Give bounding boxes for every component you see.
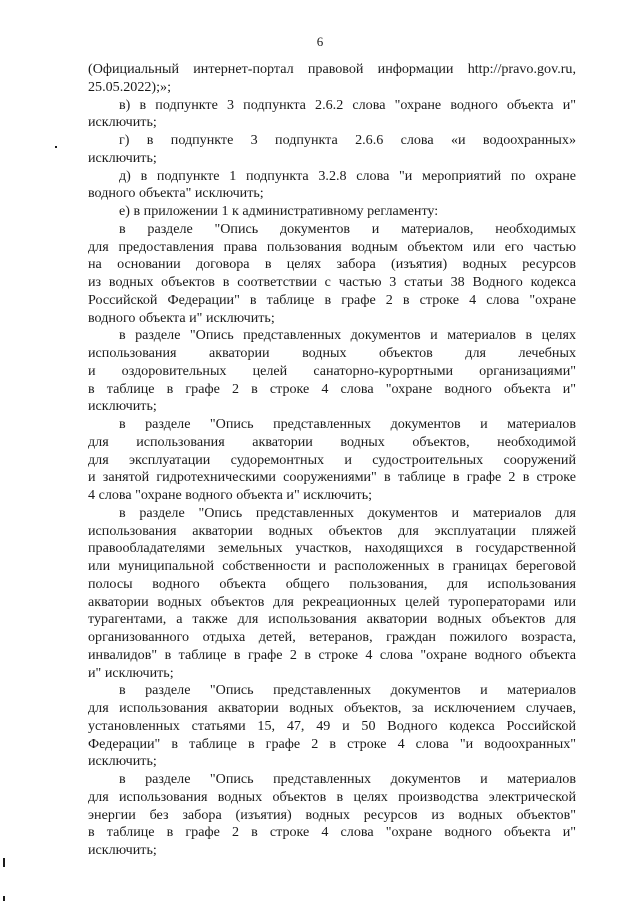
text-line: для использования акватории водных объектов, за исключением случаев, xyxy=(88,700,576,716)
text-line: полосы водного объекта общего пользования, для использования xyxy=(88,575,576,592)
text-line: в разделе "Опись представленных документов и материалов xyxy=(119,771,576,787)
text-line: использования акватории водных объектов для лечебных xyxy=(88,345,576,361)
text-line: для предоставления права пользования водным объектом или его частью xyxy=(88,238,576,255)
scan-mark xyxy=(3,896,5,901)
text-line: в таблице в графе 2 в строке 4 слова "охране водного объекта и" xyxy=(88,380,576,397)
text-line: инвалидов" в таблице в графе 2 в строке 4 слова "охране водного объекта xyxy=(88,646,576,663)
text-line: (Официальный интернет-портал правовой информации http://pravo.gov.ru, xyxy=(88,61,576,77)
text-line: из водных объектов в соответствии с частью 3 статьи 38 Водного кодекса xyxy=(88,274,576,290)
text-line: Федерации" в таблице в графе 2 в строке 4 слова "и водоохранных" xyxy=(88,735,576,752)
scan-mark xyxy=(3,858,5,867)
text-line: на основании договора в целях забора (изъятия) водных ресурсов xyxy=(88,256,576,273)
text-line: турагентами, а также для использования акватории водных объектов для xyxy=(88,611,576,628)
text-line: энергии без забора (изъятия) водных ресурсов из водных объектов" xyxy=(88,806,576,823)
text-line: 25.05.2022);»; xyxy=(88,78,171,95)
text-line: правообладателями земельных участков, находящихся в государственной xyxy=(88,540,576,557)
text-line: для использования акватории водных объектов, необходимой xyxy=(88,433,576,450)
scan-mark xyxy=(55,146,57,148)
text-line: или муниципальной собственности и расположенных в границах береговой xyxy=(88,558,576,574)
text-line: водного объекта" исключить; xyxy=(88,185,264,202)
text-line: исключить; xyxy=(88,149,157,166)
text-line: для эксплуатации судоремонтных и судостроительных сооружений xyxy=(88,451,576,468)
text-line: в разделе "Опись представленных документов и материалов xyxy=(119,416,576,432)
text-line: для использования водных объектов в целях производства электрической xyxy=(88,788,576,805)
text-line: в разделе "Опись представленных документов и материалов для xyxy=(119,504,576,521)
text-line: в разделе "Опись представленных документов и материалов в целях xyxy=(119,327,576,344)
text-line: использования акватории водных объектов для эксплуатации пляжей xyxy=(88,522,576,539)
text-line: исключить; xyxy=(88,398,157,415)
text-line: и занятой гидротехническими сооружениями" в таблице в графе 2 в строке xyxy=(88,469,576,486)
text-line: Российской Федерации" в таблице в графе 2 в строке 4 слова "охране xyxy=(88,291,576,308)
text-line: акватории водных объектов для рекреационных целей туроператорами или xyxy=(88,593,576,610)
text-line: 4 слова "охране водного объекта и" исключить; xyxy=(88,487,373,503)
text-line: в разделе "Опись представленных документов и материалов xyxy=(119,682,576,699)
text-line: в разделе "Опись документов и материалов, необходимых xyxy=(119,220,576,237)
text-line: водного объекта и" исключить; xyxy=(88,309,275,326)
text-line: в) в подпункте 3 подпункта 2.6.2 слова "охране водного объекта и" xyxy=(119,96,576,113)
text-line: в таблице в графе 2 в строке 4 слова "охране водного объекта и" xyxy=(88,824,576,841)
document-body xyxy=(88,61,576,860)
page-number: 6 xyxy=(316,34,324,49)
text-line: е) в приложении 1 к административному регламенту: xyxy=(119,203,439,219)
text-line: д) в подпункте 1 подпункта 3.2.8 слова "и мероприятий по охране xyxy=(119,167,576,184)
text-line: установленных статьями 15, 47, 49 и 50 Водного кодекса Российской xyxy=(88,717,576,734)
text-line: и" исключить; xyxy=(88,664,174,681)
text-line: г) в подпункте 3 подпункта 2.6.6 слова «и водоохранных» xyxy=(119,132,576,148)
text-line: организованного отдыха детей, ветеранов, граждан пожилого возраста, xyxy=(88,629,576,645)
text-line: исключить; xyxy=(88,114,157,131)
text-line: и оздоровительных целей санаторно-курортными организациями" xyxy=(88,362,576,379)
text-line: исключить; xyxy=(88,753,157,770)
text-line: исключить; xyxy=(88,842,157,858)
